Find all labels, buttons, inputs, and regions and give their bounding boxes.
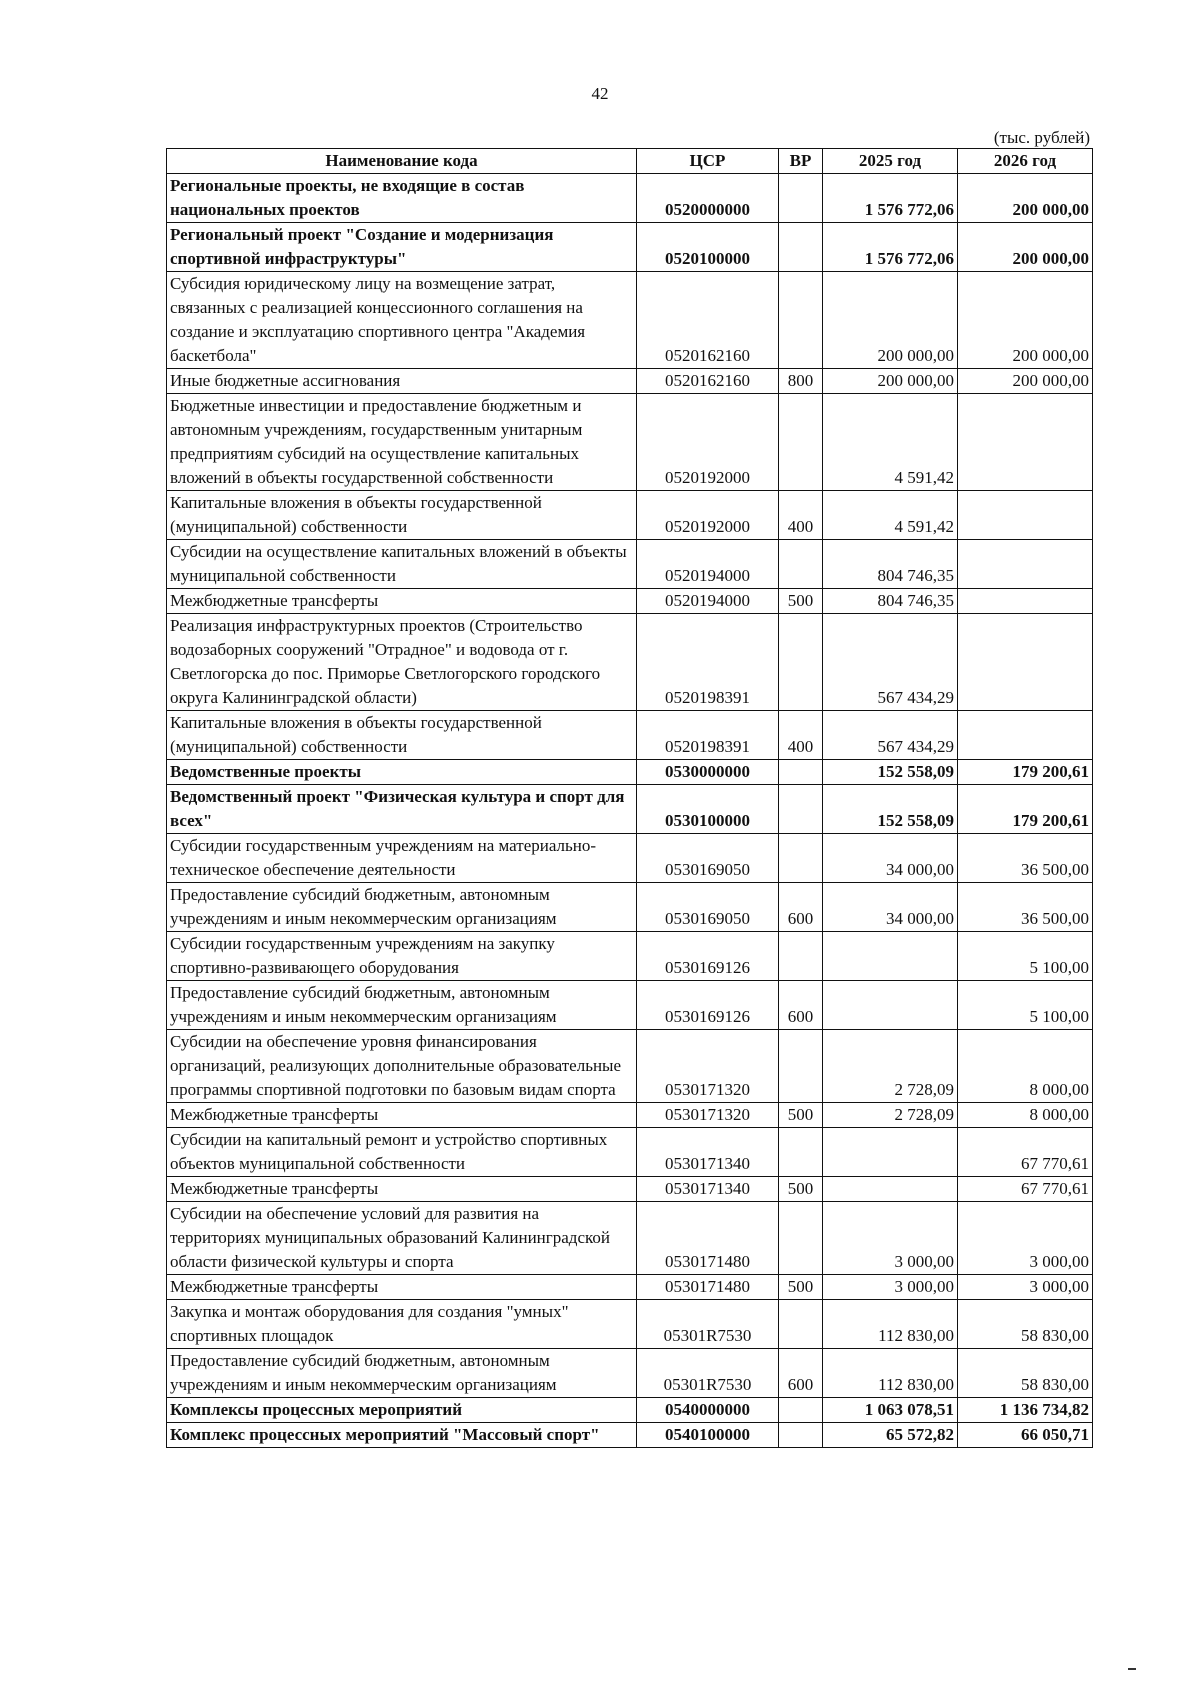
cell-csr: 0530169126	[637, 981, 779, 1030]
table-row	[167, 394, 1093, 491]
cell-2025: 200 000,00	[823, 369, 958, 394]
cell-2026: 5 100,00	[958, 932, 1093, 981]
cell-vr	[779, 1300, 823, 1349]
cell-2026: 3 000,00	[958, 1202, 1093, 1275]
cell-csr: 0530171480	[637, 1202, 779, 1275]
cell-csr: 0530171320	[637, 1103, 779, 1128]
cell-2025: 1 576 772,06	[823, 223, 958, 272]
cell-vr	[779, 614, 823, 711]
cell-csr: 0530169050	[637, 883, 779, 932]
units-label: (тыс. рублей)	[993, 128, 1090, 147]
cell-vr	[779, 760, 823, 785]
cell-csr: 0520192000	[637, 394, 779, 491]
table-row	[167, 1030, 1093, 1103]
cell-2026	[958, 589, 1093, 614]
cell-name: Иные бюджетные ассигнования	[167, 369, 637, 394]
header-name: Наименование кода	[167, 149, 637, 174]
table-row	[167, 1103, 1093, 1128]
cell-name: Субсидии на обеспечение условий для развития на территориях муниципальных образований Калининградской области физической культуры и спорта	[167, 1202, 637, 1275]
cell-csr: 0530169050	[637, 834, 779, 883]
cell-csr: 0520198391	[637, 711, 779, 760]
cell-vr	[779, 1423, 823, 1448]
table-row	[167, 369, 1093, 394]
cell-name: Капитальные вложения в объекты государственной (муниципальной) собственности	[167, 491, 637, 540]
cell-2026: 58 830,00	[958, 1349, 1093, 1398]
cell-2026: 8 000,00	[958, 1030, 1093, 1103]
cell-csr: 0520192000	[637, 491, 779, 540]
cell-name: Комплекс процессных мероприятий "Массовый спорт"	[167, 1423, 637, 1448]
header-vr: ВР	[779, 149, 823, 174]
table-body	[167, 174, 1093, 1448]
cell-csr: 0520162160	[637, 369, 779, 394]
cell-2026: 3 000,00	[958, 1275, 1093, 1300]
cell-vr: 600	[779, 1349, 823, 1398]
cell-csr: 0520100000	[637, 223, 779, 272]
cell-vr	[779, 785, 823, 834]
cell-2026: 179 200,61	[958, 785, 1093, 834]
cell-name: Предоставление субсидий бюджетным, автономным учреждениям и иным некоммерческим организациям	[167, 883, 637, 932]
cell-2025: 152 558,09	[823, 785, 958, 834]
cell-2026	[958, 614, 1093, 711]
cell-2025	[823, 981, 958, 1030]
cell-2026: 67 770,61	[958, 1177, 1093, 1202]
table-header-row	[167, 149, 1093, 174]
cell-2025: 1 063 078,51	[823, 1398, 958, 1423]
table-row	[167, 785, 1093, 834]
cell-2026: 200 000,00	[958, 223, 1093, 272]
budget-table	[166, 148, 1093, 1448]
cell-2025	[823, 1128, 958, 1177]
table-row	[167, 1398, 1093, 1423]
cell-2026: 67 770,61	[958, 1128, 1093, 1177]
cell-2026: 36 500,00	[958, 883, 1093, 932]
cell-csr: 0520194000	[637, 540, 779, 589]
cell-name: Предоставление субсидий бюджетным, автономным учреждениям и иным некоммерческим организациям	[167, 1349, 637, 1398]
table-row	[167, 272, 1093, 369]
table-row	[167, 1423, 1093, 1448]
cell-2025: 3 000,00	[823, 1202, 958, 1275]
cell-vr	[779, 174, 823, 223]
cell-vr	[779, 1202, 823, 1275]
cell-csr: 0530171480	[637, 1275, 779, 1300]
cell-2025: 4 591,42	[823, 491, 958, 540]
cell-vr	[779, 272, 823, 369]
table-row	[167, 491, 1093, 540]
cell-2026: 36 500,00	[958, 834, 1093, 883]
cell-2025: 112 830,00	[823, 1300, 958, 1349]
cell-vr	[779, 394, 823, 491]
cell-name: Ведомственный проект "Физическая культура и спорт для всех"	[167, 785, 637, 834]
cell-vr	[779, 1398, 823, 1423]
cell-2025: 567 434,29	[823, 711, 958, 760]
header-2025: 2025 год	[823, 149, 958, 174]
cell-name: Субсидия юридическому лицу на возмещение затрат, связанных с реализацией концессионного соглашения на создание и эксплуатацию спортивного центра "Академия баскетбола"	[167, 272, 637, 369]
cell-2025: 200 000,00	[823, 272, 958, 369]
cell-name: Закупка и монтаж оборудования для создания "умных" спортивных площадок	[167, 1300, 637, 1349]
cell-csr: 0530171340	[637, 1177, 779, 1202]
cell-2025: 804 746,35	[823, 540, 958, 589]
table-row	[167, 174, 1093, 223]
cell-vr: 500	[779, 1177, 823, 1202]
cell-csr: 0520194000	[637, 589, 779, 614]
cell-name: Субсидии государственным учреждениям на материально-техническое обеспечение деятельности	[167, 834, 637, 883]
cell-2026	[958, 711, 1093, 760]
cell-vr	[779, 1128, 823, 1177]
cell-2026: 200 000,00	[958, 174, 1093, 223]
cell-vr	[779, 1030, 823, 1103]
cell-csr: 0520000000	[637, 174, 779, 223]
cell-2025: 4 591,42	[823, 394, 958, 491]
cell-2025: 1 576 772,06	[823, 174, 958, 223]
cell-2026	[958, 491, 1093, 540]
cell-vr: 400	[779, 491, 823, 540]
cell-2025: 34 000,00	[823, 834, 958, 883]
cell-vr: 600	[779, 883, 823, 932]
cell-2025: 112 830,00	[823, 1349, 958, 1398]
table-row	[167, 883, 1093, 932]
cell-csr: 0530000000	[637, 760, 779, 785]
cell-2026: 8 000,00	[958, 1103, 1093, 1128]
cell-csr: 0540000000	[637, 1398, 779, 1423]
cell-2026: 5 100,00	[958, 981, 1093, 1030]
cell-2026: 58 830,00	[958, 1300, 1093, 1349]
cell-2026: 200 000,00	[958, 369, 1093, 394]
table-row	[167, 711, 1093, 760]
cell-2025: 804 746,35	[823, 589, 958, 614]
cell-2025: 2 728,09	[823, 1030, 958, 1103]
cell-csr: 0530171320	[637, 1030, 779, 1103]
cell-name: Субсидии на осуществление капитальных вложений в объекты муниципальной собственности	[167, 540, 637, 589]
cell-csr: 0540100000	[637, 1423, 779, 1448]
cell-name: Региональный проект "Создание и модернизация спортивной инфраструктуры"	[167, 223, 637, 272]
table-row	[167, 1275, 1093, 1300]
cell-name: Комплексы процессных мероприятий	[167, 1398, 637, 1423]
cell-2026	[958, 394, 1093, 491]
cell-name: Межбюджетные трансферты	[167, 1177, 637, 1202]
cell-vr: 400	[779, 711, 823, 760]
cell-name: Межбюджетные трансферты	[167, 1275, 637, 1300]
cell-name: Предоставление субсидий бюджетным, автономным учреждениям и иным некоммерческим организациям	[167, 981, 637, 1030]
cell-name: Капитальные вложения в объекты государственной (муниципальной) собственности	[167, 711, 637, 760]
cell-vr: 500	[779, 1275, 823, 1300]
cell-name: Межбюджетные трансферты	[167, 1103, 637, 1128]
header-csr: ЦСР	[637, 149, 779, 174]
cell-vr	[779, 834, 823, 883]
cell-name: Реализация инфраструктурных проектов (Строительство водозаборных сооружений "Отрадное" и водовода от г. Светлогорска до пос. Приморье Светлогорского городского округа Калининградской области)	[167, 614, 637, 711]
cell-csr: 0530171340	[637, 1128, 779, 1177]
table-row	[167, 614, 1093, 711]
cell-vr	[779, 932, 823, 981]
cell-csr: 0520198391	[637, 614, 779, 711]
cell-2025: 2 728,09	[823, 1103, 958, 1128]
cell-2025: 152 558,09	[823, 760, 958, 785]
table-row	[167, 1128, 1093, 1177]
cell-csr: 0530169126	[637, 932, 779, 981]
table-row	[167, 981, 1093, 1030]
scan-mark	[1128, 1668, 1136, 1670]
cell-vr: 800	[779, 369, 823, 394]
cell-csr: 05301R7530	[637, 1349, 779, 1398]
table-row	[167, 540, 1093, 589]
table-row	[167, 1349, 1093, 1398]
page-number: 42	[591, 84, 609, 103]
cell-2025: 34 000,00	[823, 883, 958, 932]
cell-name: Субсидии государственным учреждениям на закупку спортивно-развивающего оборудования	[167, 932, 637, 981]
cell-name: Субсидии на обеспечение уровня финансирования организаций, реализующих дополнительные образовательные программы спортивной подготовки по базовым видам спорта	[167, 1030, 637, 1103]
table-row	[167, 932, 1093, 981]
cell-name: Региональные проекты, не входящие в состав национальных проектов	[167, 174, 637, 223]
cell-name: Ведомственные проекты	[167, 760, 637, 785]
cell-2026: 1 136 734,82	[958, 1398, 1093, 1423]
table-row	[167, 589, 1093, 614]
cell-name: Межбюджетные трансферты	[167, 589, 637, 614]
cell-csr: 05301R7530	[637, 1300, 779, 1349]
table-row	[167, 1300, 1093, 1349]
table-row	[167, 760, 1093, 785]
cell-name: Бюджетные инвестиции и предоставление бюджетным и автономным учреждениям, государственным унитарным предприятиям субсидий на осуществление капитальных вложений в объекты государственной собственности	[167, 394, 637, 491]
cell-vr: 600	[779, 981, 823, 1030]
cell-name: Субсидии на капитальный ремонт и устройство спортивных объектов муниципальной собственности	[167, 1128, 637, 1177]
cell-csr: 0520162160	[637, 272, 779, 369]
table-row	[167, 1177, 1093, 1202]
cell-vr: 500	[779, 589, 823, 614]
table-row	[167, 223, 1093, 272]
cell-2026	[958, 540, 1093, 589]
cell-2026: 200 000,00	[958, 272, 1093, 369]
cell-2025: 65 572,82	[823, 1423, 958, 1448]
header-2026: 2026 год	[958, 149, 1093, 174]
cell-vr	[779, 540, 823, 589]
table-row	[167, 1202, 1093, 1275]
cell-2026: 179 200,61	[958, 760, 1093, 785]
cell-2025	[823, 932, 958, 981]
cell-csr: 0530100000	[637, 785, 779, 834]
table-row	[167, 834, 1093, 883]
cell-2025	[823, 1177, 958, 1202]
cell-2025: 3 000,00	[823, 1275, 958, 1300]
cell-vr	[779, 223, 823, 272]
cell-2025: 567 434,29	[823, 614, 958, 711]
cell-vr: 500	[779, 1103, 823, 1128]
cell-2026: 66 050,71	[958, 1423, 1093, 1448]
